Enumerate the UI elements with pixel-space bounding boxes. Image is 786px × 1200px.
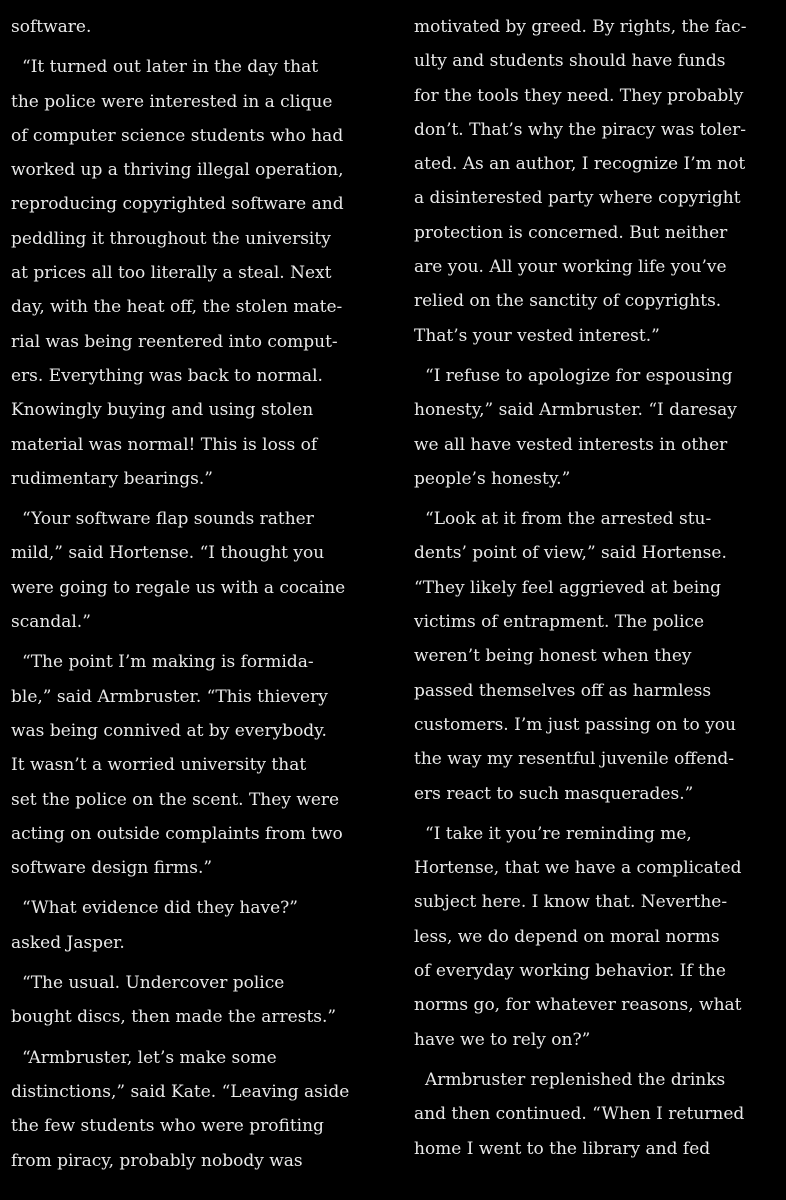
text-line: of computer science students who had [11, 125, 344, 146]
paragraph [414, 502, 776, 811]
text-line: “They likely feel aggrieved at being [414, 577, 722, 598]
text-line: customers. I’m just passing on to you [414, 714, 736, 735]
paragraph [11, 502, 373, 639]
text-line: That’s your vested interest.” [414, 325, 660, 346]
text-line: for the tools they need. They probably [414, 85, 744, 106]
text-line: don’t. That’s why the piracy was toler- [414, 119, 747, 140]
paragraph [11, 50, 373, 496]
paragraph [11, 645, 373, 885]
text-line: asked Jasper. [11, 932, 125, 953]
text-line: “The usual. Undercover police [22, 973, 285, 994]
text-line: rial was being reentered into comput- [11, 331, 338, 352]
text-line: “Armbruster, let’s make some [22, 1047, 277, 1068]
text-line: “It turned out later in the day that [22, 57, 319, 78]
paragraph [414, 1063, 776, 1166]
text-line: acting on outside complaints from two [11, 823, 343, 844]
right-text-column [414, 10, 776, 1172]
text-line: ulty and students should have funds [414, 51, 726, 72]
text-line: and then continued. “When I returned [414, 1104, 745, 1125]
text-line: “I take it you’re reminding me, [425, 823, 692, 844]
text-line: peddling it throughout the university [11, 228, 331, 249]
text-line: weren’t being honest when they [414, 646, 692, 667]
text-line: software. [11, 17, 92, 37]
text-line: passed themselves off as harmless [414, 680, 712, 701]
text-line: It wasn’t a worried university that [11, 755, 307, 776]
paragraph [11, 966, 373, 1035]
text-line: honesty,” said Armbruster. “I daresay [414, 400, 737, 421]
text-line: are you. All your working life you’ve [414, 257, 727, 278]
text-line: ers react to such masquerades.” [414, 783, 694, 804]
text-line: the few students who were profiting [11, 1116, 324, 1137]
text-line: Hortense, that we have a complicated [414, 858, 742, 879]
text-line: were going to regale us with a cocaine [11, 577, 346, 598]
text-line: the police were interested in a clique [11, 91, 333, 112]
text-line: “The point I’m making is formida- [22, 652, 314, 673]
text-line: we all have vested interests in other [414, 434, 728, 455]
paragraph [414, 359, 776, 496]
text-line: “What evidence did they have?” [22, 898, 298, 919]
text-line: protection is concerned. But neither [414, 222, 728, 243]
text-line: ble,” said Armbruster. “This thievery [11, 686, 328, 707]
text-line: was being connived at by everybody. [11, 720, 327, 741]
paragraph [11, 10, 373, 44]
text-line: Knowingly buying and using stolen [11, 400, 314, 421]
text-line: “Look at it from the arrested stu- [425, 509, 712, 530]
text-line: “I refuse to apologize for espousing [425, 365, 733, 386]
text-line: set the police on the scent. They were [11, 789, 340, 810]
left-text-column [11, 10, 373, 1184]
text-line: have we to rely on?” [414, 1029, 591, 1050]
text-line: victims of entrapment. The police [414, 612, 705, 633]
text-line: less, we do depend on moral norms [414, 926, 720, 947]
text-line: the way my resentful juvenile offend- [414, 749, 735, 770]
text-line: worked up a thriving illegal operation, [11, 160, 344, 181]
text-line: rudimentary bearings.” [11, 468, 213, 489]
text-line: Armbruster replenished the drinks [425, 1069, 726, 1090]
text-line: material was normal! This is loss of [11, 434, 318, 455]
text-line: relied on the sanctity of copyrights. [414, 291, 722, 312]
text-line: people’s honesty.” [414, 468, 571, 489]
text-line: day, with the heat off, the stolen mate- [11, 297, 343, 318]
paragraph [11, 1041, 373, 1178]
text-line: motivated by greed. By rights, the fac- [414, 17, 747, 37]
text-line: distinctions,” said Kate. “Leaving aside [11, 1081, 350, 1102]
text-line: a disinterested party where copyright [414, 188, 741, 209]
text-line: scandal.” [11, 612, 91, 633]
text-line: reproducing copyrighted software and [11, 194, 344, 215]
text-line: ers. Everything was back to normal. [11, 365, 323, 386]
text-line: dents’ point of view,” said Hortense. [414, 543, 727, 564]
text-line: mild,” said Hortense. “I thought you [11, 543, 325, 564]
text-line: norms go, for whatever reasons, what [414, 995, 742, 1016]
text-line: from piracy, probably nobody was [11, 1150, 303, 1171]
text-line: home I went to the library and fed [414, 1138, 711, 1159]
text-line: of everyday working behavior. If the [414, 961, 726, 982]
text-line: software design firms.” [11, 858, 213, 879]
text-line: subject here. I know that. Neverthe- [414, 892, 728, 913]
paragraph [414, 10, 776, 353]
text-line: at prices all too literally a steal. Next [11, 263, 332, 284]
paragraph [414, 817, 776, 1057]
text-line: bought discs, then made the arrests.” [11, 1007, 337, 1028]
text-line: ated. As an author, I recognize I’m not [414, 154, 746, 175]
paragraph [11, 891, 373, 960]
text-line: “Your software flap sounds rather [22, 509, 314, 530]
